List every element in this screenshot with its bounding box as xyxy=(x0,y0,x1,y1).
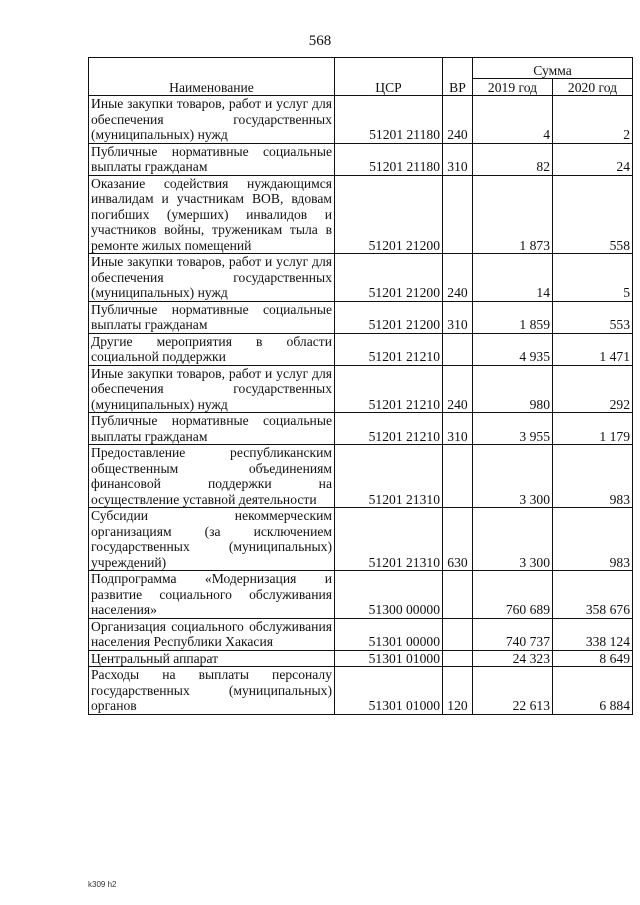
row-csr-code: 51201 21200 xyxy=(335,175,443,254)
row-csr-code: 51201 21180 xyxy=(335,96,443,144)
table-header xyxy=(89,58,633,96)
footer-code: k309 h2 xyxy=(88,880,117,889)
row-amount-2020: 292 xyxy=(553,365,633,413)
row-amount-2020: 338 124 xyxy=(553,618,633,650)
row-amount-2019: 22 613 xyxy=(473,667,553,715)
row-csr-code: 51201 21310 xyxy=(335,508,443,571)
row-vr-code xyxy=(443,175,473,254)
row-amount-2019: 4 935 xyxy=(473,333,553,365)
row-name: Публичные нормативные социальные выплаты гражданам xyxy=(89,143,335,175)
row-name: Центральный аппарат xyxy=(89,650,335,667)
budget-table xyxy=(88,57,633,715)
row-vr-code: 120 xyxy=(443,667,473,715)
row-amount-2019: 1 873 xyxy=(473,175,553,254)
row-amount-2019: 14 xyxy=(473,254,553,302)
table-row xyxy=(89,96,633,144)
row-csr-code: 51201 21310 xyxy=(335,445,443,508)
header-year-2020: 2020 год xyxy=(553,79,633,96)
row-amount-2019: 1 859 xyxy=(473,301,553,333)
row-amount-2020: 6 884 xyxy=(553,667,633,715)
row-amount-2020: 5 xyxy=(553,254,633,302)
table-row xyxy=(89,508,633,571)
row-vr-code: 240 xyxy=(443,96,473,144)
row-csr-code: 51201 21200 xyxy=(335,301,443,333)
row-name: Оказание содействия нуждающимся инвалидам и участникам ВОВ, вдовам погибших (умерших) инвалидов и участников войны, труженикам тыла в ремонте жилых помещений xyxy=(89,175,335,254)
row-csr-code: 51301 00000 xyxy=(335,618,443,650)
row-amount-2019: 3 300 xyxy=(473,445,553,508)
table-row xyxy=(89,413,633,445)
row-name: Публичные нормативные социальные выплаты гражданам xyxy=(89,413,335,445)
row-amount-2020: 2 xyxy=(553,96,633,144)
row-name: Субсидии некоммерческим организациям (за исключением государственных (муниципальных) учреждений) xyxy=(89,508,335,571)
row-amount-2020: 983 xyxy=(553,508,633,571)
row-vr-code: 240 xyxy=(443,254,473,302)
row-amount-2020: 24 xyxy=(553,143,633,175)
header-year-2019: 2019 год xyxy=(473,79,553,96)
row-csr-code: 51201 21210 xyxy=(335,333,443,365)
table-row xyxy=(89,333,633,365)
row-vr-code xyxy=(443,650,473,667)
header-sum: Сумма xyxy=(473,58,633,79)
row-vr-code: 240 xyxy=(443,365,473,413)
table-row xyxy=(89,667,633,715)
row-amount-2020: 983 xyxy=(553,445,633,508)
header-vr: ВР xyxy=(443,58,473,96)
row-csr-code: 51201 21210 xyxy=(335,365,443,413)
row-amount-2020: 358 676 xyxy=(553,571,633,619)
table-row xyxy=(89,175,633,254)
row-vr-code: 310 xyxy=(443,301,473,333)
page-number: 568 xyxy=(308,33,332,49)
table-row xyxy=(89,650,633,667)
row-amount-2020: 8 649 xyxy=(553,650,633,667)
row-vr-code xyxy=(443,618,473,650)
table-row xyxy=(89,254,633,302)
row-amount-2020: 1 471 xyxy=(553,333,633,365)
table-row xyxy=(89,618,633,650)
row-amount-2019: 740 737 xyxy=(473,618,553,650)
row-vr-code xyxy=(443,445,473,508)
row-vr-code xyxy=(443,571,473,619)
row-name: Предоставление республиканским общественным объединениям финансовой поддержки на осуществление уставной деятельности xyxy=(89,445,335,508)
row-name: Расходы на выплаты персоналу государственных (муниципальных) органов xyxy=(89,667,335,715)
row-amount-2020: 558 xyxy=(553,175,633,254)
header-name: Наименование xyxy=(89,58,335,96)
row-name: Иные закупки товаров, работ и услуг для обеспечения государственных (муниципальных) нужд xyxy=(89,254,335,302)
row-name: Иные закупки товаров, работ и услуг для обеспечения государственных (муниципальных) нужд xyxy=(89,96,335,144)
row-vr-code: 310 xyxy=(443,143,473,175)
row-amount-2019: 3 300 xyxy=(473,508,553,571)
row-amount-2020: 1 179 xyxy=(553,413,633,445)
row-csr-code: 51301 01000 xyxy=(335,667,443,715)
row-name: Публичные нормативные социальные выплаты гражданам xyxy=(89,301,335,333)
row-amount-2019: 3 955 xyxy=(473,413,553,445)
row-vr-code: 630 xyxy=(443,508,473,571)
row-csr-code: 51201 21180 xyxy=(335,143,443,175)
row-amount-2019: 4 xyxy=(473,96,553,144)
row-csr-code: 51300 00000 xyxy=(335,571,443,619)
row-amount-2019: 24 323 xyxy=(473,650,553,667)
table-body xyxy=(89,96,633,715)
table-row xyxy=(89,143,633,175)
row-name: Организация социального обслуживания населения Республики Хакасия xyxy=(89,618,335,650)
row-amount-2019: 760 689 xyxy=(473,571,553,619)
header-csr: ЦСР xyxy=(335,58,443,96)
row-name: Другие мероприятия в области социальной поддержки xyxy=(89,333,335,365)
table-row xyxy=(89,571,633,619)
row-vr-code: 310 xyxy=(443,413,473,445)
row-csr-code: 51301 01000 xyxy=(335,650,443,667)
row-name: Подпрограмма «Модернизация и развитие социального обслуживания населения» xyxy=(89,571,335,619)
table-row xyxy=(89,445,633,508)
table-row xyxy=(89,365,633,413)
table-row xyxy=(89,301,633,333)
row-amount-2020: 553 xyxy=(553,301,633,333)
row-name: Иные закупки товаров, работ и услуг для обеспечения государственных (муниципальных) нужд xyxy=(89,365,335,413)
row-csr-code: 51201 21200 xyxy=(335,254,443,302)
row-amount-2019: 82 xyxy=(473,143,553,175)
row-vr-code xyxy=(443,333,473,365)
row-csr-code: 51201 21210 xyxy=(335,413,443,445)
row-amount-2019: 980 xyxy=(473,365,553,413)
